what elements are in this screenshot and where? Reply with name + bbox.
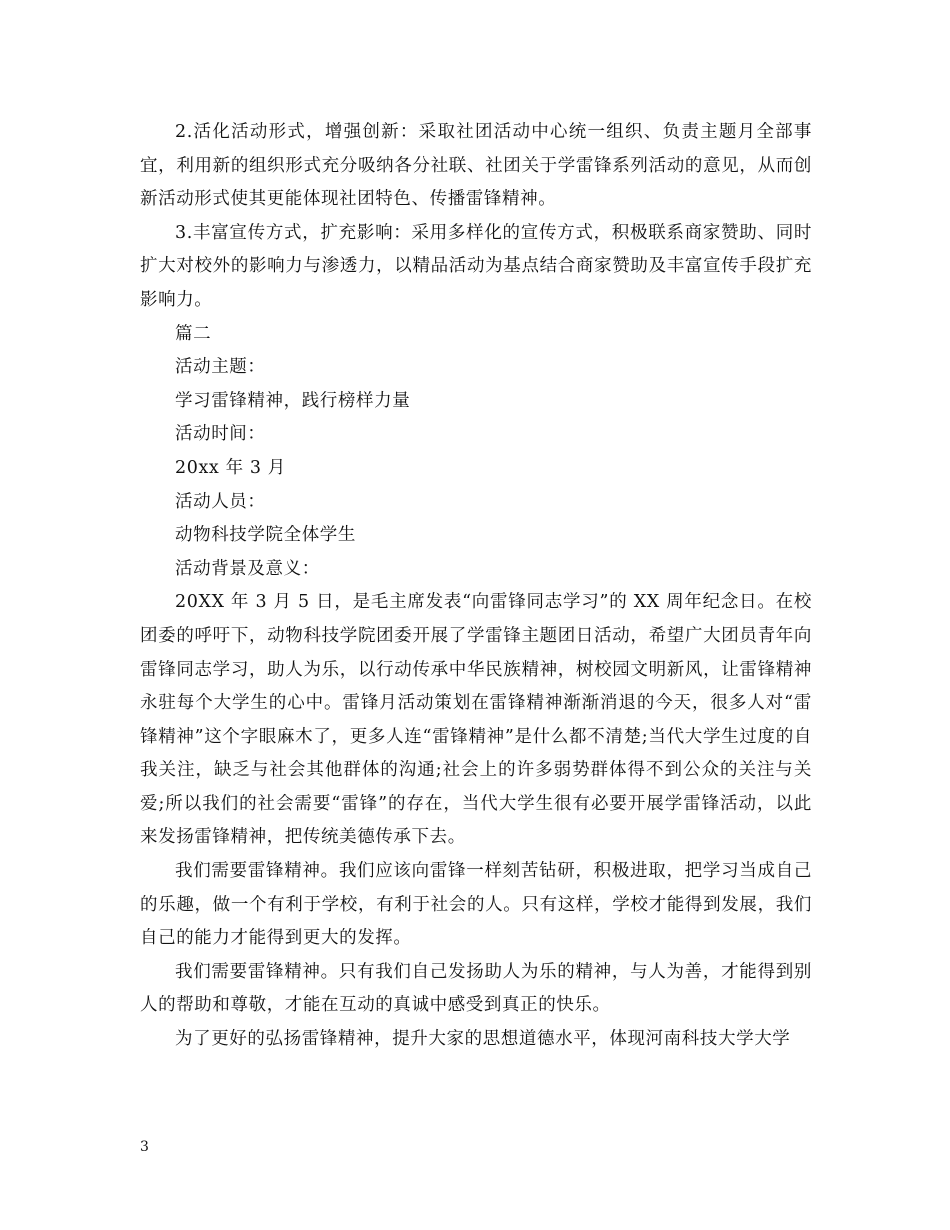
paragraph-background: 20XX 年 3 月 5 日，是毛主席发表“向雷锋同志学习”的 XX 周年纪念日。在校团委的呼吁下，动物科技学院团委开展了学雷锋主题团日活动，希望广大团员青年向雷锋同志学习，助人为乐，以行动传承中华民族精神，树校园文明新风，让雷锋精神永驻每个大学生的心中。雷锋月活动策划在雷锋精神渐渐消退的今天，很多人对“雷锋精神”这个字眼麻木了，更多人连“雷锋精神”是什么都不清楚;当代大学生过度的自我关注，缺乏与社会其他群体的沟通;社会上的许多弱势群体得不到公众的关注与关爱;所以我们的社会需要“雷锋”的存在，当代大学生很有必要开展学雷锋活动，以此来发扬雷锋精神，把传统美德传承下去。	[140, 592, 812, 848]
paragraph-publicity: 3.丰富宣传方式，扩充影响：采用多样化的宣传方式，积极联系商家赞助、同时扩大对校外的影响力与渗透力，以精品活动为基点结合商家赞助及丰富宣传手段扩充影响力。	[140, 222, 812, 310]
paragraph-need-spirit-2: 我们需要雷锋精神。只有我们自己发扬助人为乐的精神，与人为善，才能得到别人的帮助和尊敬，才能在互动的真诚中感受到真正的快乐。	[140, 961, 812, 1016]
paragraph-promote-spirit: 为了更好的弘扬雷锋精神，提升大家的思想道德水平，体现河南科技大学大学	[175, 1029, 791, 1050]
time-value: 20xx 年 3 月	[175, 457, 286, 478]
theme-value: 学习雷锋精神，践行榜样力量	[175, 390, 411, 411]
time-label: 活动时间：	[175, 424, 266, 445]
document-body	[140, 116, 812, 1057]
participants-value: 动物科技学院全体学生	[175, 525, 356, 546]
participants-label: 活动人员：	[175, 491, 266, 512]
paragraph-activity-form: 2.活化活动形式，增强创新：采取社团活动中心统一组织、负责主题月全部事宜，利用新的组织形式充分吸纳各分社联、社团关于学雷锋系列活动的意见，从而创新活动形式使其更能体现社团特色、传播雷锋精神。	[140, 122, 812, 210]
page-number: 3	[140, 1139, 149, 1155]
paragraph-need-spirit-1: 我们需要雷锋精神。我们应该向雷锋一样刻苦钻研，积极进取，把学习当成自己的乐趣，做一个有利于学校，有利于社会的人。只有这样，学校才能得到发展，我们自己的能力才能得到更大的发挥。	[140, 861, 812, 949]
theme-label: 活动主题：	[175, 357, 266, 378]
background-label: 活动背景及意义：	[175, 558, 320, 579]
section-heading: 篇二	[175, 323, 212, 344]
